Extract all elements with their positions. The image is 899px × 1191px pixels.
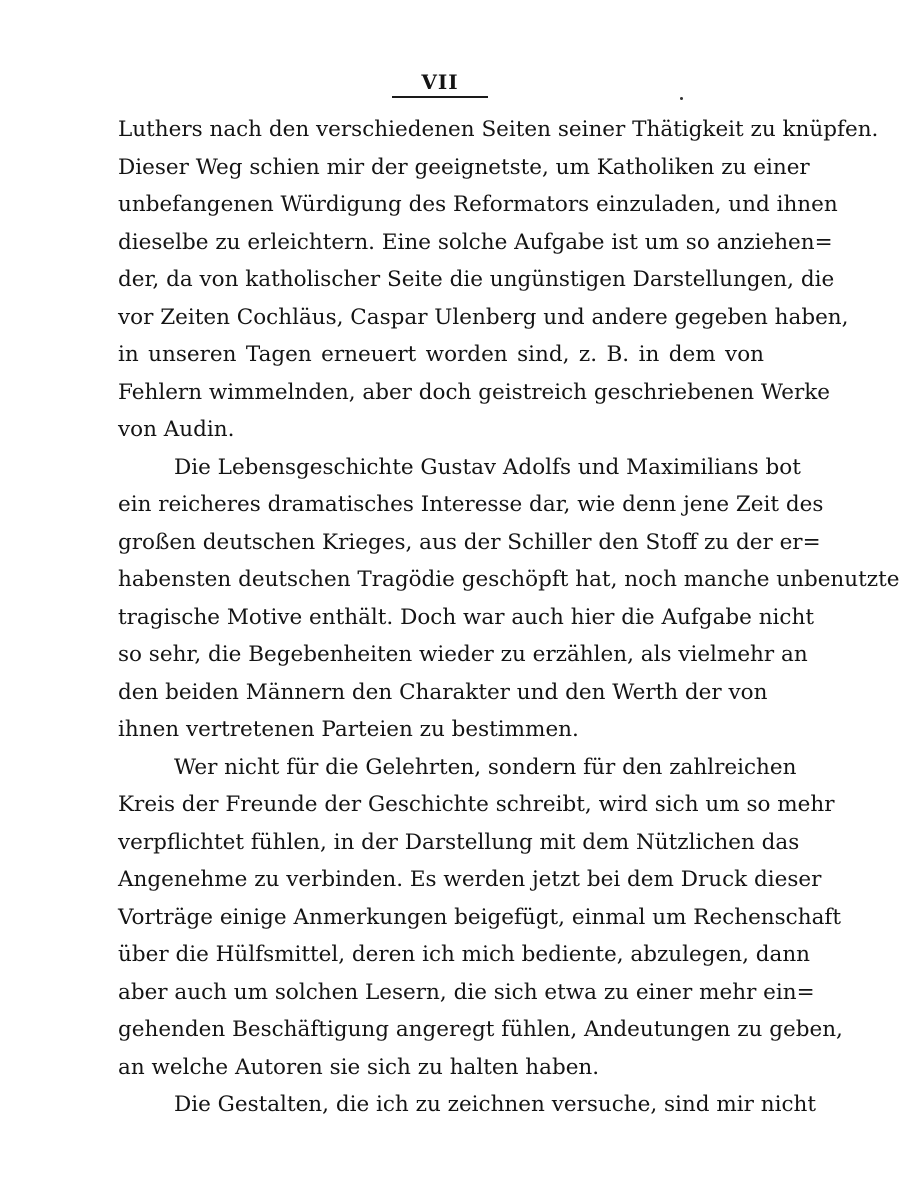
text-line-paragraph-end: ihnen vertretenen Parteien zu bestimmen. <box>118 717 579 742</box>
text-line: großen deutschen Krieges, aus der Schiller den Stoff zu der er= <box>118 529 821 555</box>
text-line: unbefangenen Würdigung des Reformators einzuladen, und ihnen <box>118 192 838 217</box>
print-speck <box>680 97 683 100</box>
text-line-paragraph-start: Wer nicht für die Gelehrten, sondern für den zahlreichen <box>174 754 797 780</box>
text-line: Angenehme zu verbinden. Es werden jetzt bei dem Druck dieser <box>118 867 822 892</box>
text-line: über die Hülfsmittel, deren ich mich bediente, abzulegen, dann <box>118 942 811 967</box>
text-line: aber auch um solchen Lesern, die sich etwa zu einer mehr ein= <box>118 979 815 1005</box>
text-line: den beiden Männern den Charakter und den Werth der von <box>118 679 768 705</box>
header-rule <box>392 96 488 98</box>
text-line: Vorträge einige Anmerkungen beigefügt, einmal um Rechenschaft <box>118 904 841 930</box>
text-line-paragraph-end: an welche Autoren sie sich zu halten haben. <box>118 1054 600 1080</box>
text-line: vor Zeiten Cochläus, Caspar Ulenberg und andere gegeben haben, <box>118 304 849 330</box>
text-line: verpflichtet fühlen, in der Darstellung mit dem Nützlichen das <box>118 829 800 855</box>
text-line: so sehr, die Begebenheiten wieder zu erzählen, als vielmehr an <box>118 642 808 667</box>
text-line: Fehlern wimmelnden, aber doch geistreich geschriebenen Werke <box>118 379 830 405</box>
body-text <box>118 111 899 1124</box>
text-line: tragische Motive enthält. Doch war auch hier die Aufgabe nicht <box>118 604 814 630</box>
text-line: Kreis der Freunde der Geschichte schreibt, wird sich um so mehr <box>118 792 835 817</box>
text-line-paragraph-start: Die Gestalten, die ich zu zeichnen versuche, sind mir nicht <box>174 1092 816 1117</box>
text-line: habensten deutschen Tragödie geschöpft hat, noch manche unbenutzte <box>118 567 899 592</box>
text-line: Dieser Weg schien mir der geeignetste, um Katholiken zu einer <box>118 154 810 180</box>
page-number: VII <box>421 70 459 94</box>
text-line: dieselbe zu erleichtern. Eine solche Aufgabe ist um so anziehen= <box>118 229 833 255</box>
text-line: der, da von katholischer Seite die ungünstigen Darstellungen, die <box>118 267 835 292</box>
text-line-paragraph-end: von Audin. <box>118 417 235 442</box>
text-line: gehenden Beschäftigung angeregt fühlen, Andeutungen zu geben, <box>118 1017 843 1042</box>
text-line: ein reicheres dramatisches Interesse dar, wie denn jene Zeit des <box>118 492 824 517</box>
text-line: Luthers nach den verschiedenen Seiten seiner Thätigkeit zu knüpfen. <box>118 117 879 142</box>
text-line-paragraph-start: Die Lebensgeschichte Gustav Adolfs und Maximilians bot <box>174 454 801 480</box>
text-line: in unseren Tagen erneuert worden sind, z. B. in dem von <box>118 342 764 367</box>
